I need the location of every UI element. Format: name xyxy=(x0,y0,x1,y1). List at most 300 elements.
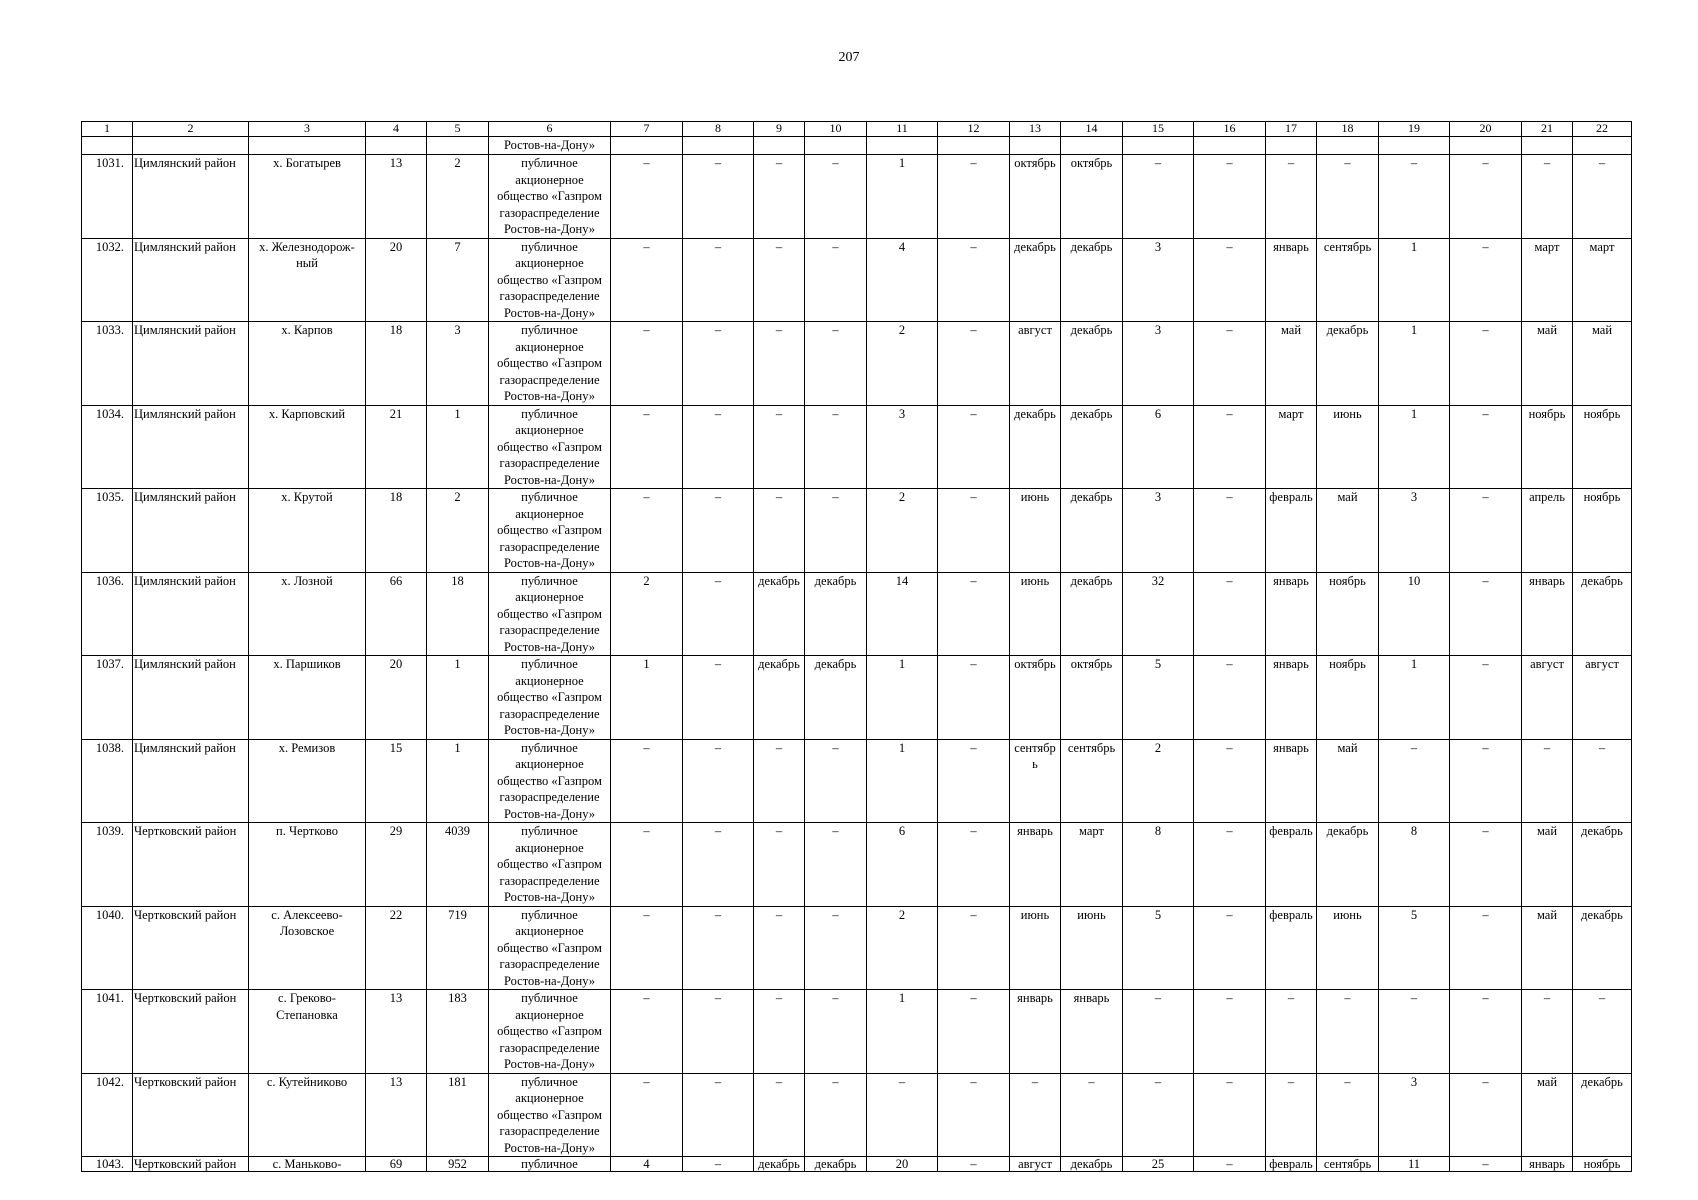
table-cell: – xyxy=(1573,990,1632,1074)
table-cell: – xyxy=(683,572,754,656)
table-cell: – xyxy=(1522,990,1573,1074)
settlement-cell: х. Карпов xyxy=(249,322,366,406)
row-number: 1033. xyxy=(82,322,133,406)
table-cell: 69 xyxy=(366,1157,427,1172)
table-cell: 1 xyxy=(611,656,683,740)
table-cell: январь xyxy=(1266,238,1317,322)
table-cell: 32 xyxy=(1123,572,1194,656)
table-cell: – xyxy=(1266,155,1317,239)
table-cell xyxy=(1317,137,1379,155)
table-cell: 2 xyxy=(867,906,938,990)
table-cell: – xyxy=(1194,572,1266,656)
table-cell: – xyxy=(1450,155,1522,239)
table-cell xyxy=(805,137,867,155)
column-header: 12 xyxy=(938,122,1010,137)
table-cell: сентябрь xyxy=(1317,238,1379,322)
table-cell: – xyxy=(1379,155,1450,239)
table-cell: 13 xyxy=(366,1073,427,1157)
column-header: 4 xyxy=(366,122,427,137)
table-cell: – xyxy=(754,238,805,322)
table-cell: 1 xyxy=(867,656,938,740)
table-cell: – xyxy=(683,1157,754,1172)
column-header: 1 xyxy=(82,122,133,137)
table-cell: – xyxy=(1266,1073,1317,1157)
table-cell: декабрь xyxy=(1573,572,1632,656)
table-cell: 4 xyxy=(611,1157,683,1172)
organization-cell: публичное акционерное общество «Газпром газораспределение Ростов-на-Дону» xyxy=(489,990,611,1074)
column-header: 22 xyxy=(1573,122,1632,137)
table-row xyxy=(82,1157,1632,1172)
table-cell: – xyxy=(938,739,1010,823)
table-cell: – xyxy=(611,405,683,489)
table-cell: июнь xyxy=(1317,906,1379,990)
table-cell: 952 xyxy=(427,1157,489,1172)
table-cell: 15 xyxy=(366,739,427,823)
table-cell: август xyxy=(1573,656,1632,740)
table-cell: – xyxy=(1573,155,1632,239)
table-cell: август xyxy=(1010,1157,1061,1172)
table-cell: – xyxy=(805,990,867,1074)
table-cell: 4039 xyxy=(427,823,489,907)
table-cell: 2 xyxy=(1123,739,1194,823)
table-cell: – xyxy=(1450,1073,1522,1157)
table-cell: – xyxy=(683,155,754,239)
table-cell: 1 xyxy=(1379,405,1450,489)
table-cell xyxy=(1266,137,1317,155)
row-number: 1036. xyxy=(82,572,133,656)
table-cell: – xyxy=(1010,1073,1061,1157)
organization-cell: публичное акционерное общество «Газпром газораспределение Ростов-на-Дону» xyxy=(489,823,611,907)
table-cell: – xyxy=(1450,1157,1522,1172)
table-cell: 18 xyxy=(427,572,489,656)
table-cell: декабрь xyxy=(1061,572,1123,656)
district-cell: Цимлянский район xyxy=(133,238,249,322)
table-cell: 2 xyxy=(867,322,938,406)
table-cell: 181 xyxy=(427,1073,489,1157)
table-cell: – xyxy=(611,489,683,573)
table-cell: – xyxy=(1450,656,1522,740)
table-cell: 22 xyxy=(366,906,427,990)
table-cell: декабрь xyxy=(1061,1157,1123,1172)
table-cell: – xyxy=(683,823,754,907)
row-number: 1037. xyxy=(82,656,133,740)
table-cell: – xyxy=(611,739,683,823)
table-cell: май xyxy=(1317,489,1379,573)
table-cell: 29 xyxy=(366,823,427,907)
table-cell: 1 xyxy=(427,405,489,489)
table-cell: декабрь xyxy=(1061,238,1123,322)
table-cell: декабрь xyxy=(754,572,805,656)
page-number: 207 xyxy=(838,50,860,65)
table-cell: – xyxy=(1061,1073,1123,1157)
table-cell: декабрь xyxy=(805,1157,867,1172)
table-cell: – xyxy=(805,405,867,489)
table-cell: декабрь xyxy=(754,656,805,740)
table-cell: 5 xyxy=(1123,906,1194,990)
table-cell: – xyxy=(1450,572,1522,656)
column-header: 18 xyxy=(1317,122,1379,137)
organization-cell: публичное акционерное общество «Газпром газораспределение Ростов-на-Дону» xyxy=(489,572,611,656)
row-number: 1031. xyxy=(82,155,133,239)
table-cell: декабрь xyxy=(1010,238,1061,322)
table-cell: март xyxy=(1061,823,1123,907)
organization-cell: публичное акционерное общество «Газпром газораспределение Ростов-на-Дону» xyxy=(489,155,611,239)
table-cell: декабрь xyxy=(805,656,867,740)
table-cell xyxy=(683,137,754,155)
table-cell: май xyxy=(1573,322,1632,406)
column-header: 11 xyxy=(867,122,938,137)
table-cell: – xyxy=(683,739,754,823)
table-cell: – xyxy=(805,1073,867,1157)
district-cell: Цимлянский район xyxy=(133,489,249,573)
settlement-cell: х. Паршиков xyxy=(249,656,366,740)
table-cell: май xyxy=(1317,739,1379,823)
table-cell: – xyxy=(1522,739,1573,823)
settlement-cell: с. Маньково- xyxy=(249,1157,366,1172)
table-cell: – xyxy=(1522,155,1573,239)
column-header: 8 xyxy=(683,122,754,137)
table-cell: – xyxy=(1194,405,1266,489)
table-row xyxy=(82,823,1632,907)
table-cell: 2 xyxy=(427,155,489,239)
row-number: 1040. xyxy=(82,906,133,990)
table-cell: 1 xyxy=(1379,322,1450,406)
table-cell: – xyxy=(611,990,683,1074)
table-cell: декабрь xyxy=(1061,405,1123,489)
table-cell: – xyxy=(805,489,867,573)
table-cell: октябрь xyxy=(1061,656,1123,740)
table-cell: декабрь xyxy=(805,572,867,656)
table-cell: 21 xyxy=(366,405,427,489)
table-cell: декабрь xyxy=(1573,1073,1632,1157)
table-cell: – xyxy=(1194,656,1266,740)
table-cell: 2 xyxy=(427,489,489,573)
table-cell: – xyxy=(683,322,754,406)
table-cell: – xyxy=(1194,1157,1266,1172)
table-cell: – xyxy=(1450,238,1522,322)
table-cell: 3 xyxy=(1123,322,1194,406)
table-cell: 3 xyxy=(867,405,938,489)
table-cell: ноябрь xyxy=(1573,1157,1632,1172)
table-cell: март xyxy=(1522,238,1573,322)
table-cell: февраль xyxy=(1266,823,1317,907)
table-cell: – xyxy=(1123,1073,1194,1157)
district-cell xyxy=(133,137,249,155)
table-cell: – xyxy=(754,739,805,823)
column-header: 10 xyxy=(805,122,867,137)
table-cell: январь xyxy=(1266,739,1317,823)
table-cell: – xyxy=(938,823,1010,907)
table-cell: – xyxy=(1317,1073,1379,1157)
settlement-cell: х. Железнодорож-ный xyxy=(249,238,366,322)
row-number: 1041. xyxy=(82,990,133,1074)
settlement-cell: с. Греково-Степановка xyxy=(249,990,366,1074)
table-row xyxy=(82,155,1632,239)
table-cell: – xyxy=(805,238,867,322)
table-cell: – xyxy=(754,155,805,239)
table-cell: 3 xyxy=(1123,238,1194,322)
table-cell: 11 xyxy=(1379,1157,1450,1172)
table-cell: – xyxy=(611,823,683,907)
district-cell: Цимлянский район xyxy=(133,739,249,823)
table-cell: декабрь xyxy=(1010,405,1061,489)
table-cell: 183 xyxy=(427,990,489,1074)
column-header: 3 xyxy=(249,122,366,137)
table-cell: – xyxy=(754,990,805,1074)
district-cell: Цимлянский район xyxy=(133,656,249,740)
table-cell: январь xyxy=(1266,656,1317,740)
table-cell: – xyxy=(683,489,754,573)
table-cell: – xyxy=(1450,906,1522,990)
table-cell: октябрь xyxy=(1061,155,1123,239)
column-header: 15 xyxy=(1123,122,1194,137)
district-cell: Чертковский район xyxy=(133,906,249,990)
district-cell: Чертковский район xyxy=(133,1073,249,1157)
table-cell: 1 xyxy=(867,155,938,239)
table-cell: – xyxy=(805,906,867,990)
table-cell: – xyxy=(1194,823,1266,907)
table-cell: апрель xyxy=(1522,489,1573,573)
column-header: 13 xyxy=(1010,122,1061,137)
table-cell: май xyxy=(1522,906,1573,990)
table-cell: декабрь xyxy=(1061,489,1123,573)
table-cell: февраль xyxy=(1266,906,1317,990)
table-cell: сентябрь xyxy=(1317,1157,1379,1172)
table-cell: – xyxy=(938,489,1010,573)
table-cell: март xyxy=(1573,238,1632,322)
column-header: 21 xyxy=(1522,122,1573,137)
table-cell: 25 xyxy=(1123,1157,1194,1172)
column-header: 14 xyxy=(1061,122,1123,137)
table-cell: – xyxy=(938,656,1010,740)
table-cell: 1 xyxy=(867,739,938,823)
table-cell: – xyxy=(1573,739,1632,823)
table-cell: – xyxy=(611,322,683,406)
table-row xyxy=(82,238,1632,322)
table-cell: июнь xyxy=(1061,906,1123,990)
settlement-cell: п. Чертково xyxy=(249,823,366,907)
district-cell: Цимлянский район xyxy=(133,155,249,239)
column-header: 19 xyxy=(1379,122,1450,137)
table-cell: 20 xyxy=(867,1157,938,1172)
table-cell: декабрь xyxy=(1317,823,1379,907)
table-cell: – xyxy=(938,906,1010,990)
district-cell: Цимлянский район xyxy=(133,572,249,656)
table-cell: – xyxy=(683,990,754,1074)
table-cell: – xyxy=(1379,990,1450,1074)
district-cell: Чертковский район xyxy=(133,823,249,907)
table-cell: – xyxy=(683,238,754,322)
table-row xyxy=(82,906,1632,990)
table-cell: 6 xyxy=(1123,405,1194,489)
settlement-cell xyxy=(249,137,366,155)
table-cell: – xyxy=(683,1073,754,1157)
table-cell: – xyxy=(1266,990,1317,1074)
row-number: 1034. xyxy=(82,405,133,489)
table-cell: 5 xyxy=(1123,656,1194,740)
table-cell: май xyxy=(1522,1073,1573,1157)
header-row xyxy=(82,122,1632,137)
table-cell: – xyxy=(938,405,1010,489)
table-cell: – xyxy=(754,906,805,990)
table-cell: – xyxy=(1194,238,1266,322)
table-cell: 66 xyxy=(366,572,427,656)
table-cell: ноябрь xyxy=(1573,405,1632,489)
table-cell: – xyxy=(1450,739,1522,823)
table-cell xyxy=(1573,137,1632,155)
table-cell: – xyxy=(805,739,867,823)
table-row xyxy=(82,1073,1632,1157)
table-cell: август xyxy=(1522,656,1573,740)
table-cell: – xyxy=(1123,155,1194,239)
district-cell: Чертковский район xyxy=(133,990,249,1074)
table-cell xyxy=(611,137,683,155)
table-cell: 1 xyxy=(867,990,938,1074)
organization-cell: публичное акционерное общество «Газпром газораспределение Ростов-на-Дону» xyxy=(489,405,611,489)
table-cell: 1 xyxy=(427,739,489,823)
table-cell: – xyxy=(1194,1073,1266,1157)
organization-cell: публичное xyxy=(489,1157,611,1172)
table-cell xyxy=(366,137,427,155)
table-row xyxy=(82,739,1632,823)
table-cell xyxy=(1194,137,1266,155)
table-row xyxy=(82,405,1632,489)
row-number: 1038. xyxy=(82,739,133,823)
table-cell: – xyxy=(1450,823,1522,907)
table-cell: декабрь xyxy=(1061,322,1123,406)
table-cell: октябрь xyxy=(1010,656,1061,740)
table-cell: – xyxy=(1317,990,1379,1074)
table-cell xyxy=(1522,137,1573,155)
table-cell: – xyxy=(805,823,867,907)
table-cell: май xyxy=(1522,823,1573,907)
organization-cell: публичное акционерное общество «Газпром газораспределение Ростов-на-Дону» xyxy=(489,906,611,990)
row-number: 1039. xyxy=(82,823,133,907)
column-header: 2 xyxy=(133,122,249,137)
row-number xyxy=(82,137,133,155)
table-cell: – xyxy=(1194,322,1266,406)
table-cell: январь xyxy=(1522,1157,1573,1172)
table-cell: сентябр ь xyxy=(1010,739,1061,823)
table-row xyxy=(82,322,1632,406)
table-cell: – xyxy=(611,155,683,239)
table-cell: 1 xyxy=(1379,238,1450,322)
settlement-cell: х. Лозной xyxy=(249,572,366,656)
district-cell: Чертковский район xyxy=(133,1157,249,1172)
table-cell: – xyxy=(1450,990,1522,1074)
table-cell xyxy=(867,137,938,155)
table-cell: 5 xyxy=(1379,906,1450,990)
data-table xyxy=(81,121,1632,1172)
table-cell: – xyxy=(867,1073,938,1157)
table-cell: – xyxy=(938,572,1010,656)
table-cell: декабрь xyxy=(1573,906,1632,990)
table-cell: 18 xyxy=(366,489,427,573)
table-cell xyxy=(1010,137,1061,155)
organization-cell: публичное акционерное общество «Газпром газораспределение Ростов-на-Дону» xyxy=(489,322,611,406)
table-cell: январь xyxy=(1010,823,1061,907)
table-cell xyxy=(1450,137,1522,155)
table-cell: – xyxy=(754,823,805,907)
organization-cell: Ростов-на-Дону» xyxy=(489,137,611,155)
settlement-cell: х. Карповский xyxy=(249,405,366,489)
organization-cell: публичное акционерное общество «Газпром газораспределение Ростов-на-Дону» xyxy=(489,238,611,322)
table-cell: – xyxy=(938,1157,1010,1172)
table-cell: 6 xyxy=(867,823,938,907)
table-cell xyxy=(938,137,1010,155)
column-header: 5 xyxy=(427,122,489,137)
table-cell: январь xyxy=(1522,572,1573,656)
row-number: 1042. xyxy=(82,1073,133,1157)
table-cell: сентябрь xyxy=(1061,739,1123,823)
table-cell: – xyxy=(683,405,754,489)
organization-cell: публичное акционерное общество «Газпром газораспределение Ростов-на-Дону» xyxy=(489,656,611,740)
settlement-cell: с. Алексеево-Лозовское xyxy=(249,906,366,990)
table-cell: ноябрь xyxy=(1317,572,1379,656)
column-header: 20 xyxy=(1450,122,1522,137)
organization-cell: публичное акционерное общество «Газпром газораспределение Ростов-на-Дону» xyxy=(489,739,611,823)
table-cell: – xyxy=(754,405,805,489)
row-number: 1043. xyxy=(82,1157,133,1172)
table-cell: май xyxy=(1522,322,1573,406)
organization-cell: публичное акционерное общество «Газпром газораспределение Ростов-на-Дону» xyxy=(489,1073,611,1157)
table-cell: январь xyxy=(1010,990,1061,1074)
table-row xyxy=(82,656,1632,740)
table-cell: – xyxy=(938,155,1010,239)
table-cell: – xyxy=(1194,155,1266,239)
table-cell: 14 xyxy=(867,572,938,656)
table-row xyxy=(82,489,1632,573)
table-cell: 18 xyxy=(366,322,427,406)
table-cell: – xyxy=(611,906,683,990)
table-cell: – xyxy=(1450,322,1522,406)
table-cell: июнь xyxy=(1010,906,1061,990)
table-cell: – xyxy=(611,238,683,322)
table-cell: декабрь xyxy=(754,1157,805,1172)
table-cell: – xyxy=(805,155,867,239)
table-cell: 13 xyxy=(366,990,427,1074)
table-cell: 3 xyxy=(1379,489,1450,573)
table-cell: 3 xyxy=(427,322,489,406)
column-header: 17 xyxy=(1266,122,1317,137)
table-cell xyxy=(1061,137,1123,155)
table-cell: декабрь xyxy=(1573,823,1632,907)
table-cell: июнь xyxy=(1010,572,1061,656)
settlement-cell: х. Ремизов xyxy=(249,739,366,823)
district-cell: Цимлянский район xyxy=(133,405,249,489)
table-cell: 13 xyxy=(366,155,427,239)
table-cell: – xyxy=(1317,155,1379,239)
column-header: 6 xyxy=(489,122,611,137)
table-cell: – xyxy=(1194,906,1266,990)
table-cell xyxy=(427,137,489,155)
table-cell: – xyxy=(1194,739,1266,823)
table-cell: – xyxy=(1194,990,1266,1074)
table-cell: – xyxy=(1194,489,1266,573)
table-cell xyxy=(754,137,805,155)
row-number: 1035. xyxy=(82,489,133,573)
table-cell: – xyxy=(1450,405,1522,489)
table-cell: 3 xyxy=(1379,1073,1450,1157)
district-cell: Цимлянский район xyxy=(133,322,249,406)
settlement-cell: х. Богатырев xyxy=(249,155,366,239)
table-cell: 20 xyxy=(366,656,427,740)
settlement-cell: х. Крутой xyxy=(249,489,366,573)
table-cell: февраль xyxy=(1266,489,1317,573)
settlement-cell: с. Кутейниково xyxy=(249,1073,366,1157)
continuation-row xyxy=(82,137,1632,155)
row-number: 1032. xyxy=(82,238,133,322)
